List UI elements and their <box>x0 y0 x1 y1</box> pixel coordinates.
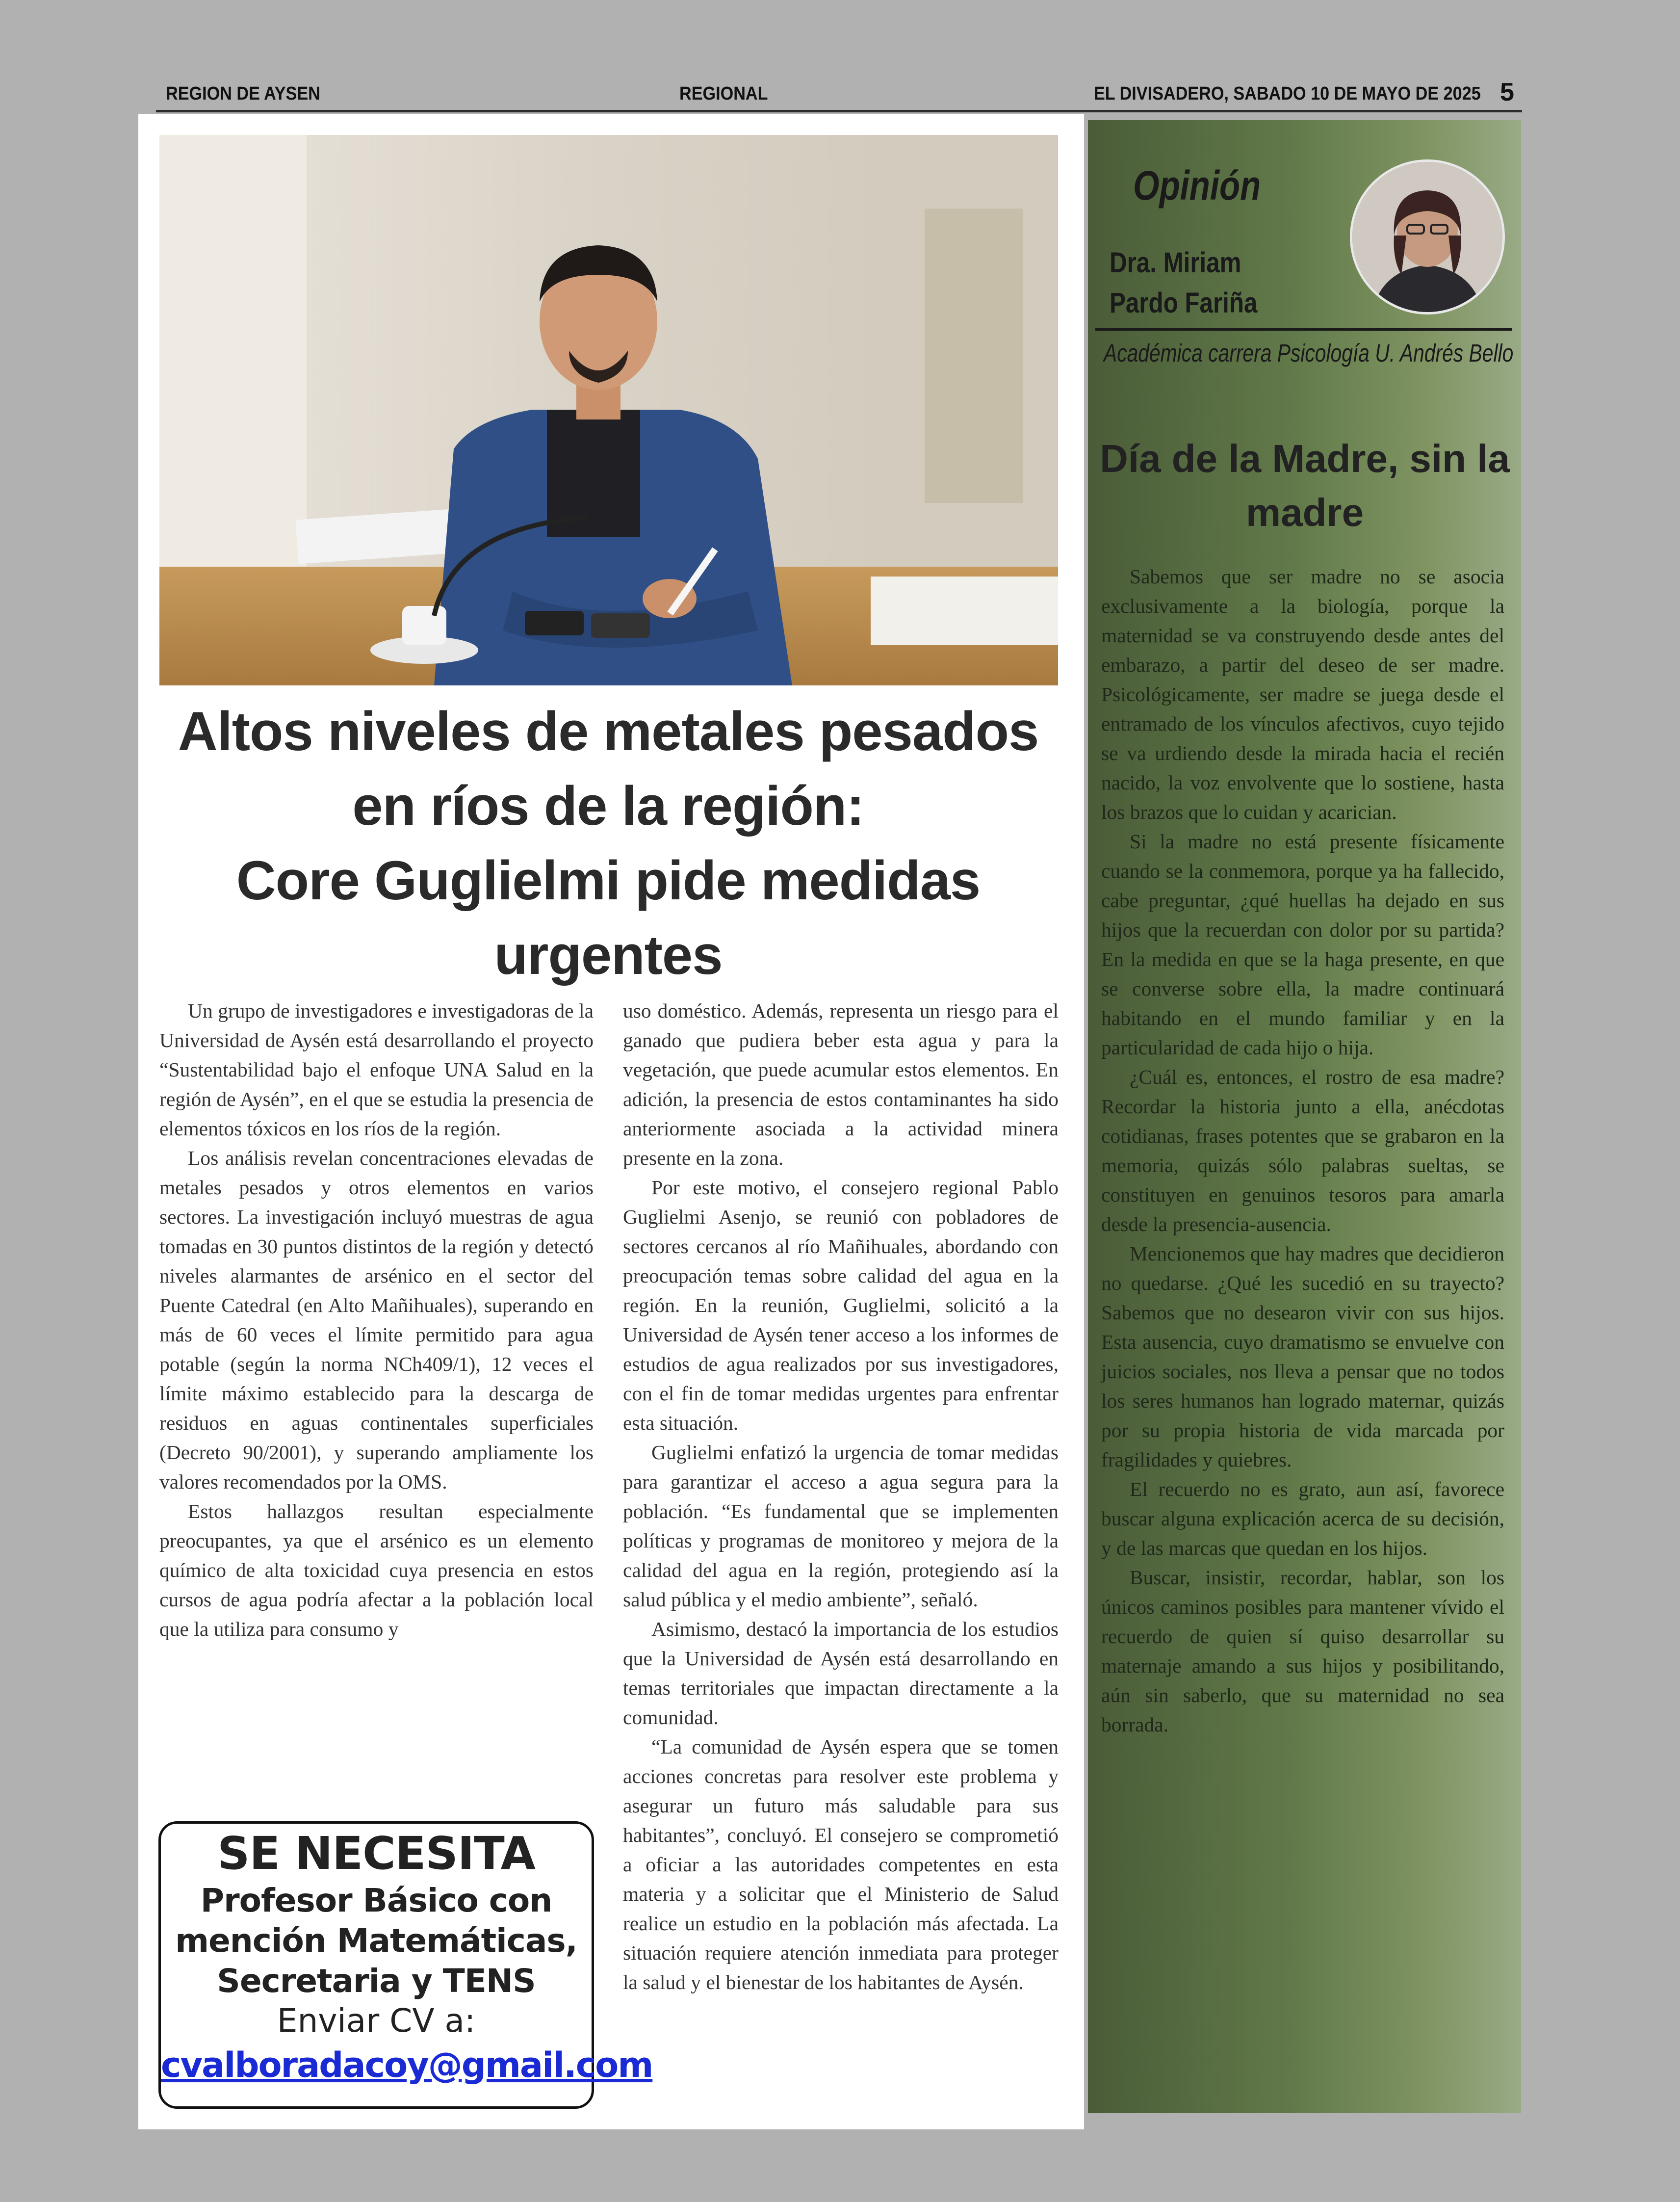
opinion-paragraph: Buscar, insistir, recordar, hablar, son los únicos caminos posibles para mantener vívido el recuerdo de quien sí quiso desarrollar su maternaje amando a sus hijos y posibilitando, aún sin saberlo, que su maternidad no sea borrada. <box>1101 1566 1504 1736</box>
opinion-author <box>1110 243 1257 323</box>
headline-line: urgentes <box>494 924 723 986</box>
opinion-section-title: Opinión <box>1133 162 1261 209</box>
page-number: 5 <box>1500 78 1514 106</box>
article-column-left <box>159 996 594 1644</box>
article-paragraph: Asimismo, destacó la importancia de los estudios que la Universidad de Aysén está desarrollando en temas territoriales que impactan directamente a la comunidad. <box>623 1618 1059 1729</box>
header-rule <box>156 110 1522 112</box>
author-name-line: Pardo Fariña <box>1110 287 1258 319</box>
header-category: REGIONAL <box>679 83 768 104</box>
ad-line: Profesor Básico con <box>200 1882 552 1919</box>
article-paragraph: uso doméstico. Además, representa un riesgo para el ganado que pudiera beber esta agua y para la vegetación, que puede acumular estos elementos. En adición, la presencia de estos contaminantes ha sido anteriormente asociada a la actividad minera presente en la zona. <box>623 999 1059 1169</box>
ad-line: Secretaria y TENS <box>217 1962 536 2000</box>
author-name-line: Dra. Miriam <box>1110 247 1241 279</box>
article-paragraph: Guglielmi enfatizó la urgencia de tomar medidas para garantizar el acceso a agua segura para la población. “Es fundamental que se implementen políticas y programas de monitoreo y mejora de la calidad del agua en la región, protegiendo así la salud pública y el medio ambiente”, señaló. <box>623 1441 1059 1611</box>
author-portrait-icon <box>1352 162 1502 312</box>
header-section-label: REGION DE AYSEN <box>166 83 320 104</box>
opinion-paragraph: Mencionemos que hay madres que decidieron no quedarse. ¿Qué les sucedió en su trayecto? Sabemos que no desearon vivir con sus hijos. Esta ausencia, cuyo dramatismo se envuelve con juicios sociales, nos lleva a pensar que no todos los seres humanos han logrado maternar, quizás por su propia historia de vida marcada por fragilidades y quiebres. <box>1101 1242 1504 1471</box>
header-date: EL DIVISADERO, SABADO 10 DE MAYO DE 2025 <box>1094 83 1481 104</box>
article-paragraph: Estos hallazgos resultan especialmente preocupantes, ya que el arsénico es un elemento químico de alta toxicidad cuya presencia en estos cursos de agua podría afectar a la población local que la utiliza para consumo y <box>159 1500 594 1640</box>
opinion-paragraph: Si la madre no está presente físicamente cuando se la conmemora, porque ya ha fallecido, cabe preguntar, ¿qué huellas ha dejado en sus hijos que la recuerdan con dolor por su partida? En la medida en que se la haga presente, en que se converse sobre ella, la madre continuará habitando en el mundo familiar y en la particularidad de cada hijo o hija. <box>1101 830 1504 1059</box>
article-column-right <box>623 996 1059 1997</box>
headline-line: Altos niveles de metales pesados <box>178 701 1039 762</box>
opinion-title-line: Día de la Madre, sin la <box>1100 437 1510 480</box>
article-photo <box>159 135 1058 685</box>
article-paragraph: “La comunidad de Aysén espera que se tomen acciones concretas para resolver este problema y asegurar un futuro más saludable para sus habitantes”, concluyó. El consejero se comprometió a oficiar a las autoridades competentes en esta materia y a solicitar que el Ministerio de Salud realice un estudio en la población más afectada. La situación requiere atención inmediata para proteger la salud y el bienestar de los habitantes de Aysén. <box>623 1735 1059 1993</box>
opinion-divider <box>1095 328 1512 331</box>
opinion-title-line: madre <box>1245 491 1364 534</box>
portrait-photo-icon <box>159 135 1058 685</box>
article-paragraph: Los análisis revelan concentraciones elevadas de metales pesados y otros elementos en varios sectores. La investigación incluyó muestras de agua tomadas en 30 puntos distintos de la región y detectó niveles alarmantes de arsénico en el sector del Puente Catedral (en Alto Mañihuales), superando en más de 60 veces el límite permitido para agua potable (según la norma NCh409/1), 12 veces el límite máximo establecido para la descarga de residuos en aguas continentales superficiales (Decreto 90/2001), y superando ampliamente los valores recomendados por la OMS. <box>159 1147 594 1493</box>
opinion-body <box>1101 562 1504 1739</box>
ad-title: SE NECESITA <box>217 1827 535 1880</box>
headline-line: en ríos de la región: <box>352 775 864 837</box>
opinion-paragraph: Sabemos que ser madre no se asocia exclusivamente a la biología, porque la maternidad se va construyendo desde antes del embarazo, a partir del deseo de ser madre. Psicológicamente, ser madre se juega desde el entramado de los vínculos afectivos, cuyo tejido se va urdiendo desde la mirada hacia el recién nacido, la voz envolvente que lo sostiene, hasta los brazos que lo cuidan y acarician. <box>1101 565 1504 823</box>
author-role: Académica carrera Psicología U. Andrés Bello <box>1104 339 1514 367</box>
article-paragraph: Un grupo de investigadores e investigadoras de la Universidad de Aysén está desarrollando el proyecto “Sustentabilidad bajo el enfoque UNA Salud en la región de Aysén”, en el que se estudia la presencia de elementos tóxicos en los ríos de la región. <box>159 999 594 1140</box>
article-headline <box>147 694 1069 993</box>
ad-email-link[interactable]: cvalboradacoy@gmail.com <box>161 2045 653 2085</box>
ad-line: mención Matemáticas, <box>175 1922 577 1960</box>
opinion-title <box>1099 432 1511 540</box>
job-ad-box <box>158 1821 653 2109</box>
opinion-paragraph: El recuerdo no es grato, aun así, favorece buscar alguna explicación acerca de su decisión, y de las marcas que quedan en los hijos. <box>1101 1478 1504 1559</box>
author-avatar <box>1350 159 1505 315</box>
opinion-paragraph: ¿Cuál es, entonces, el rostro de esa madre? Recordar la historia junto a ella, anécdotas cotidianas, frases potentes que se grabaron en la memoria, quizás sólo palabras sueltas, se constituyen en genuinos tesoros para amarla desde la presencia-ausencia. <box>1101 1066 1504 1235</box>
headline-line: Core Guglielmi pide medidas <box>236 850 981 911</box>
article-paragraph: Por este motivo, el consejero regional Pablo Guglielmi Asenjo, se reunió con pobladores de sectores cercanos al río Mañihuales, abordando con preocupación temas sobre calidad del agua en la región. En la reunión, Guglielmi, solicitó a la Universidad de Aysén tener acceso a los informes de estudios de agua realizados por sus investigadores, con el fin de tomar medidas urgentes para enfrentar esta situación. <box>623 1176 1059 1434</box>
ad-cv-label: Enviar CV a: <box>277 2002 476 2040</box>
